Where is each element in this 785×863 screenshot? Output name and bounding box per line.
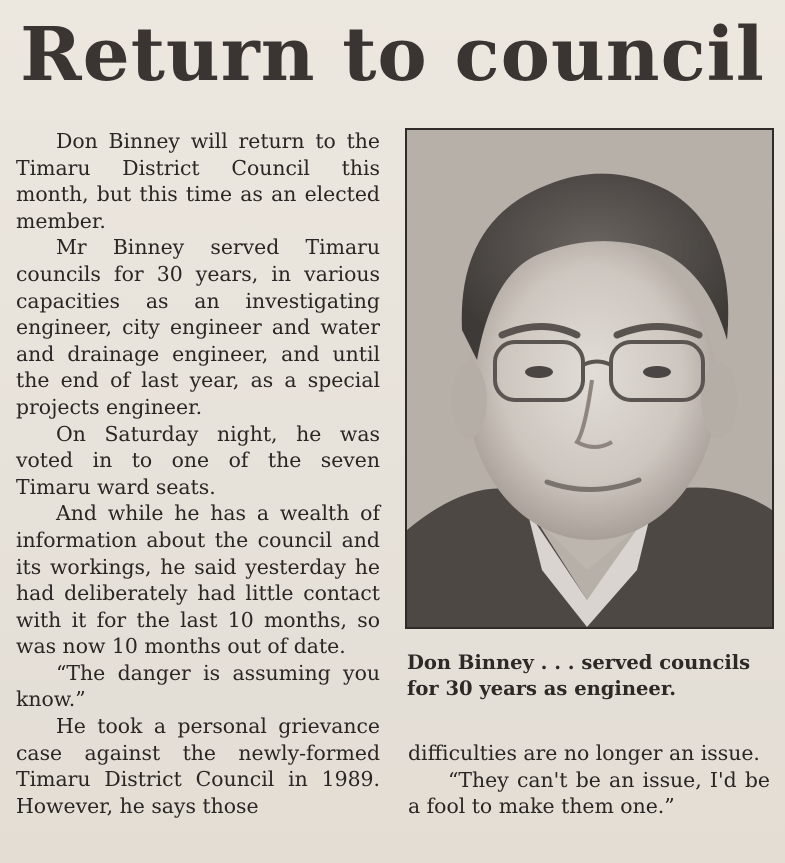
paragraph-2: Mr Binney served Timaru councils for 30 years, in various capacities as an investigating engineer, city engineer and water and drainage engineer, and until the end of last year, as a special projects engineer. xyxy=(16,235,380,419)
article-body-left-column xyxy=(16,128,380,819)
paragraph-4: And while he has a wealth of information about the council and its workings, he said yesterday he had deliberately had little contact with it for the last 10 months, so was now 10 months out of date. xyxy=(16,501,380,659)
paragraph-5: “The danger is assuming you know.” xyxy=(16,660,380,712)
paragraph-8: “They can't be an issue, I'd be a fool to make them one.” xyxy=(408,767,770,819)
photo-caption: Don Binney . . . served councils for 30 years as engineer. xyxy=(407,651,751,700)
paragraph-6: He took a personal grievance case against the newly-formed Timaru District Council in 1989. However, he says those xyxy=(16,714,380,818)
article-body-right-column xyxy=(408,740,770,820)
headline: Return to council xyxy=(20,12,765,98)
paragraph-1: Don Binney will return to the Timaru District Council this month, but this time as an elected member. xyxy=(16,129,380,233)
portrait-illustration xyxy=(407,130,772,627)
paragraph-3: On Saturday night, he was voted in to one of the seven Timaru ward seats. xyxy=(16,421,380,499)
paragraph-7: difficulties are no longer an issue. xyxy=(408,741,760,765)
portrait-photo xyxy=(405,128,774,629)
